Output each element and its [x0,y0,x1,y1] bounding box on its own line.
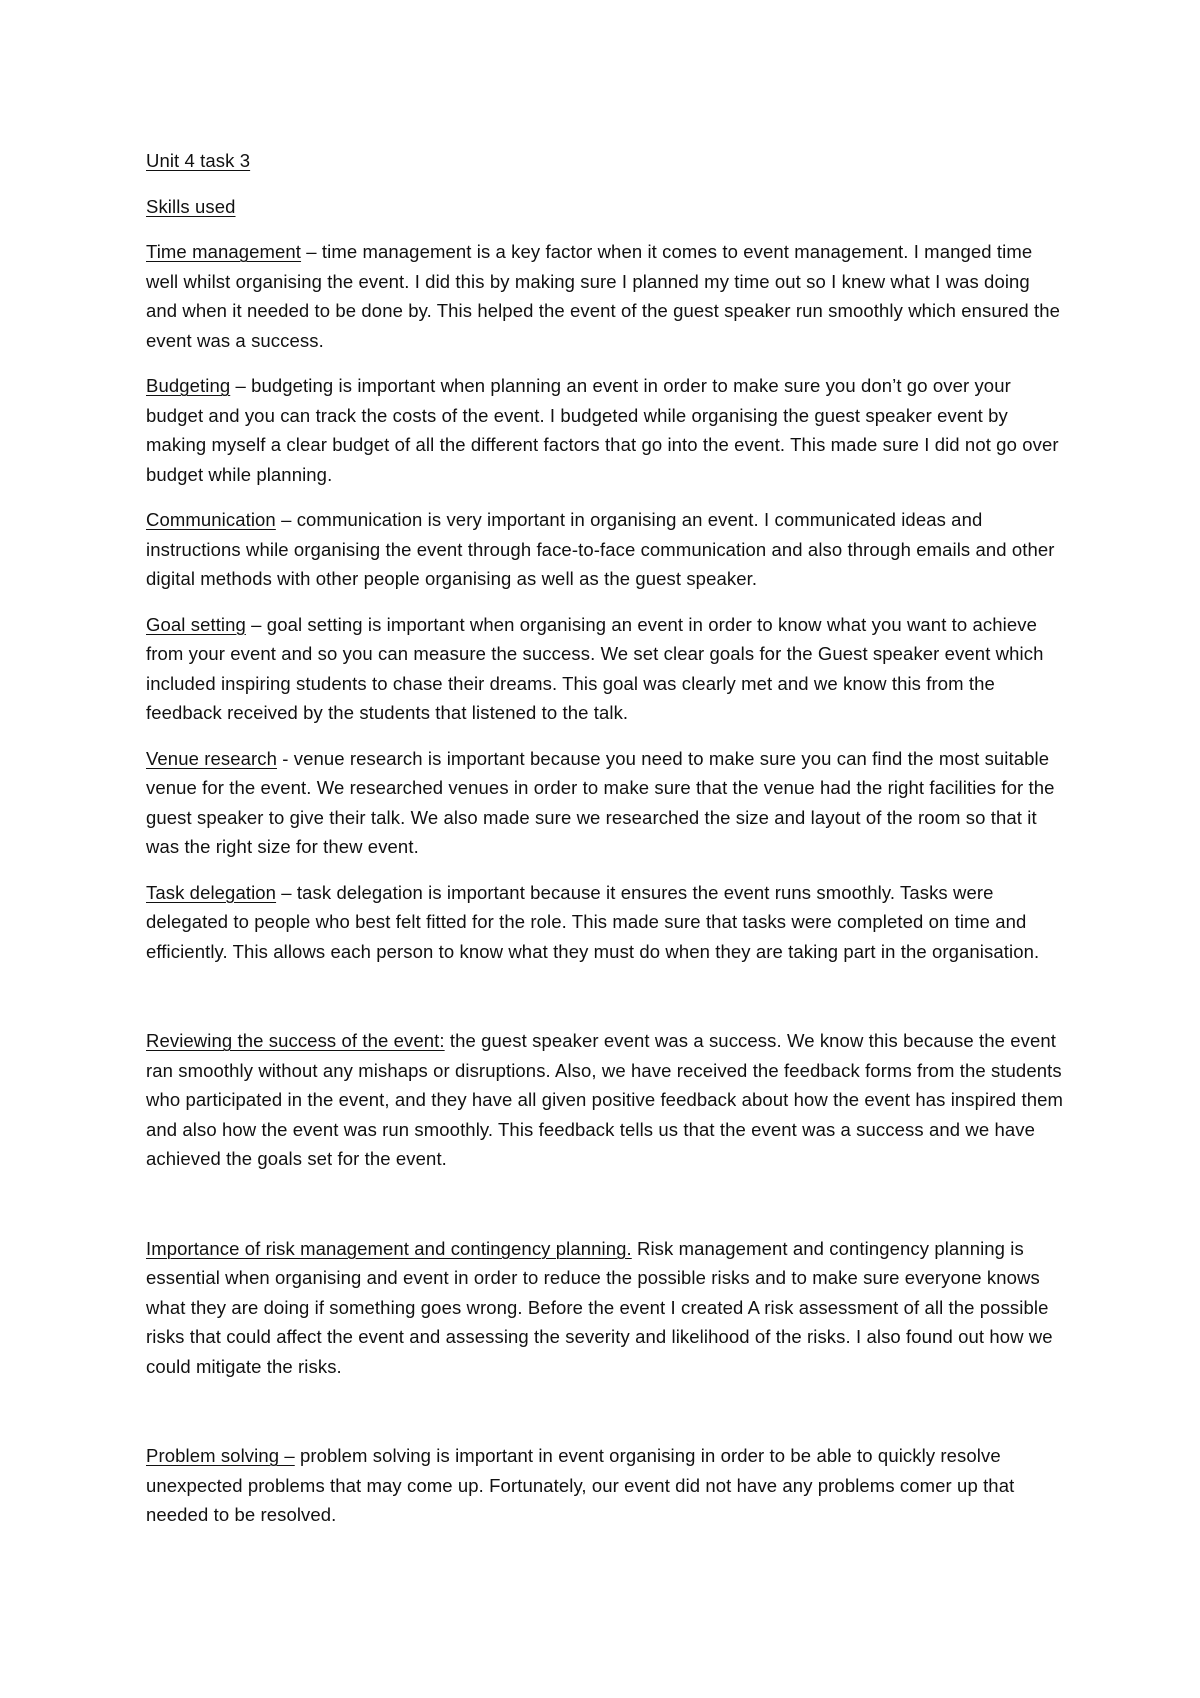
paragraph-text: – task delegation is important because it ensures the event runs smoothly. Tasks were delegated to people who best felt fitted for the role. This made sure that tasks were completed on time and efficiently. This allows each person to know what they must do when they are taking part in the organisation. [146,881,1040,962]
paragraph-heading: Communication [146,509,276,530]
paragraph-text: – time management is a key factor when it comes to event management. I manged time well whilst organising the event. I did this by making sure I planned my time out so I knew what I was doing and when it needed to be done by. This helped the event of the guest speaker run smoothly which ensured the event was a success. [146,241,1061,351]
paragraph-text: – goal setting is important when organising an event in order to know what you want to achieve from your event and so you can measure the success. We set clear goals for the Guest speaker event which included inspiring students to chase their dreams. This goal was clearly met and we know this from the feedback received by the students that listened to the talk. [146,613,1044,723]
paragraph-communication [146,505,1066,594]
paragraph-reviewing-success [146,1026,1066,1174]
paragraph-venue-research [146,744,1066,862]
paragraph-problem-solving [146,1441,1066,1530]
document-subtitle-text: Skills used [146,195,236,217]
paragraph-heading: Reviewing the success of the event: [146,1030,445,1051]
paragraph-text: problem solving is important in event organising in order to be able to quickly resolve unexpected problems that may come up. Fortunately, our event did not have any problems comer up that needed to be resolved. [146,1445,1015,1525]
document-title [146,146,1066,176]
paragraph-text: – communication is very important in organising an event. I communicated ideas and instructions while organising the event through face-to-face communication and also through emails and other digital methods with other people organising as well as the guest speaker. [146,509,1055,589]
paragraph-heading: Venue research [146,747,277,769]
paragraph-budgeting [146,371,1066,489]
paragraph-text: – budgeting is important when planning an event in order to make sure you don’t go over your budget and you can track the costs of the event. I budgeted while organising the guest speaker event by making myself a clear budget of all the different factors that go into the event. This made sure I did not go over budget while planning. [146,375,1059,485]
paragraph-heading: Problem solving – [146,1445,295,1466]
paragraph-heading: Time management [146,241,302,262]
paragraph-heading: Goal setting [146,613,246,635]
paragraph-goal-setting [146,610,1066,728]
paragraph-text: Risk management and contingency planning is essential when organising and event in order to reduce the possible risks and to make sure everyone knows what they are doing if something goes wrong. Before the event I created A risk assessment of all the possible risks that could affect the event and assessing the severity and likelihood of the risks. I also found out how we could mitigate the risks. [146,1237,1053,1377]
document-title-text: Unit 4 task 3 [146,150,251,171]
paragraph-heading: Task delegation [146,881,277,903]
paragraph-heading: Importance of risk management and contingency planning. [146,1237,632,1259]
paragraph-risk-management [146,1234,1066,1382]
paragraph-time-management [146,237,1066,355]
paragraph-heading: Budgeting [146,375,231,396]
document-subtitle [146,192,1066,222]
paragraph-text: the guest speaker event was a success. We know this because the event ran smoothly without any mishaps or disruptions. Also, we have received the feedback forms from the students who participated in the event, and they have all given positive feedback about how the event has inspired them and also how the event was run smoothly. This feedback tells us that the event was a success and we have achieved the goals set for the event. [146,1030,1064,1169]
paragraph-task-delegation [146,878,1066,967]
paragraph-text: - venue research is important because you need to make sure you can find the most suitable venue for the event. We researched venues in order to make sure that the venue had the right facilities for the guest speaker to give their talk. We also made sure we researched the size and layout of the room so that it was the right size for thew event. [146,747,1055,857]
document-body [146,146,1066,1546]
